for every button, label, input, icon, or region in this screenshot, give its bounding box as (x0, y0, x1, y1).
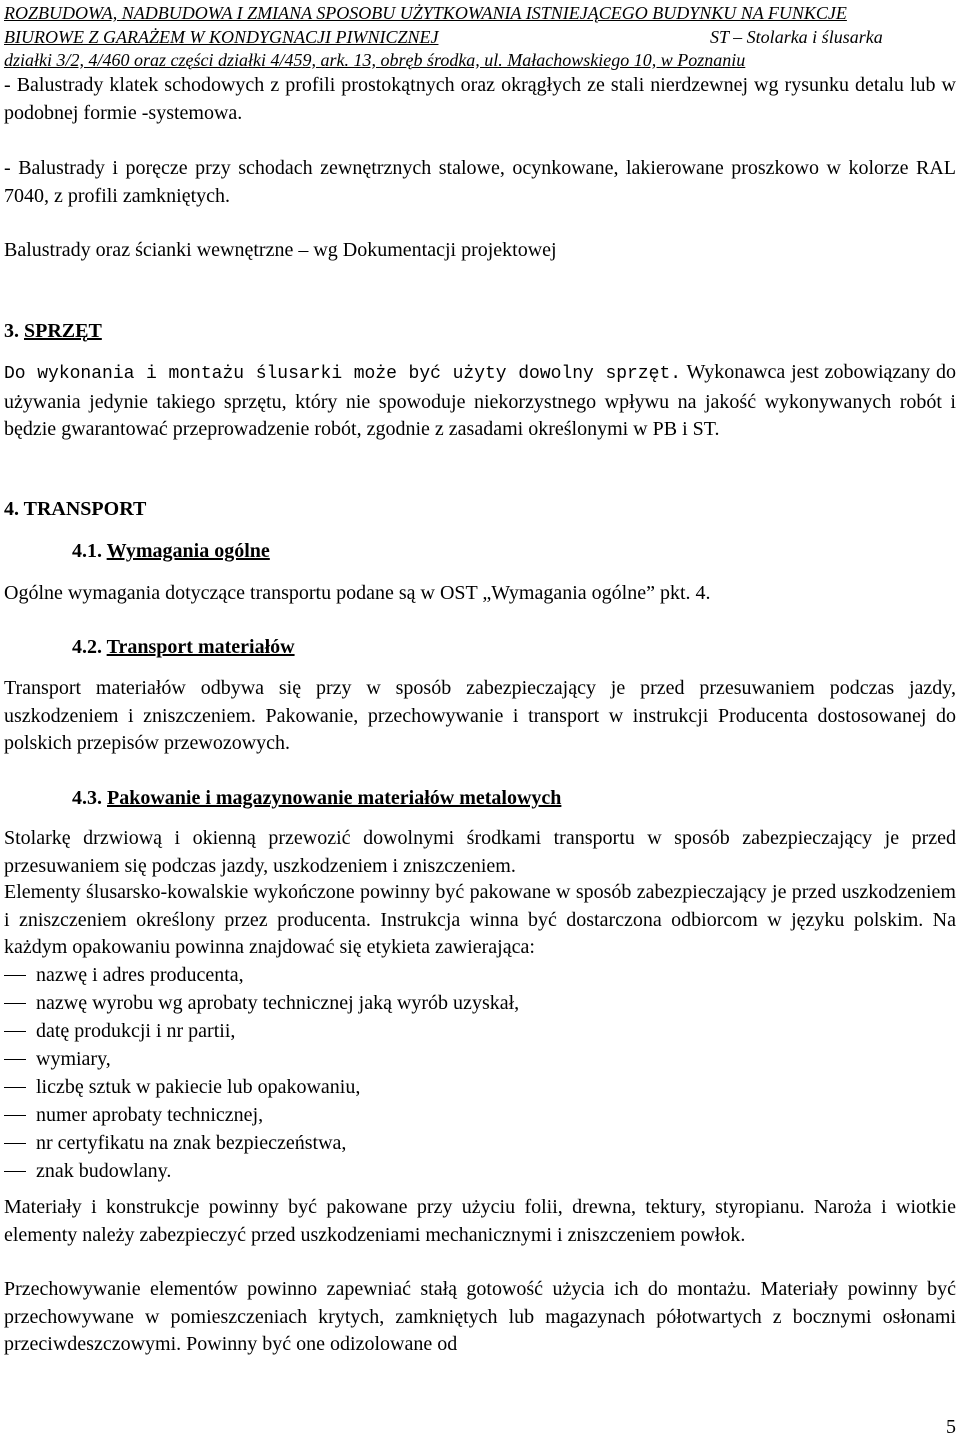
section-4-2-title: Transport materiałów (106, 636, 295, 658)
list-item: liczbę sztuk w pakiecie lub opakowaniu, (4, 1074, 360, 1101)
section-3-title: SPRZĘT (24, 320, 102, 342)
section-4-2-heading (72, 634, 952, 662)
dash-icon (4, 1143, 26, 1145)
section-4-1-title: Wymagania ogólne (106, 540, 270, 562)
header-line-2 (4, 26, 954, 48)
dash-icon (4, 1059, 26, 1061)
dash-icon (4, 1031, 26, 1033)
dash-icon (4, 1171, 26, 1173)
section-4-1-number: 4.1. (72, 540, 102, 562)
section-3-heading (4, 318, 956, 346)
section-4-1-text: Ogólne wymagania dotyczące transportu podane są w OST „Wymagania ogólne” pkt. 4. (4, 582, 711, 604)
section-4-3-text-1: Stolarkę drzwiową i okienną przewozić dowolnymi środkami transportu w sposób zabezpieczający je przed przesuwaniem się podczas jazdy, uszkodzeniem i zniszczeniem. (4, 827, 956, 877)
section-3-text-rest: Wykonawca jest zobowiązany do używania jedynie takiego sprzętu, który nie spowoduje niekorzystnego wpływu na jakość wykonywanych robót i będzie gwarantować przeprowadzenie robót, zgodnie z zasadami określonymi w PB i ST. (4, 361, 956, 440)
paragraph-balustrady-klatek: - Balustrady klatek schodowych z profili prostokątnych oraz okrągłych ze stali nierdzewnej wg rysunku detalu lub w podobnej formie -systemowa. (4, 74, 956, 124)
section-3-text-mono: Do wykonania i montażu ślusarki może być użyty dowolny sprzęt. (4, 364, 682, 384)
section-4-3-text-3: Materiały i konstrukcje powinny być pakowane przy użyciu folii, drewna, tektury, styropianu. Naroża i wiotkie elementy należy zabezpieczyć przed uszkodzeniami mechanicznymi i zniszczeniem powłok. (4, 1196, 956, 1246)
dash-icon (4, 975, 26, 977)
section-4-3-number: 4.3. (72, 787, 102, 809)
list-item: nazwę i adres producenta, (4, 962, 244, 989)
list-item: numer aprobaty technicznej, (4, 1102, 263, 1129)
section-3-number: 3. (4, 320, 19, 342)
list-item: znak budowlany. (4, 1158, 171, 1185)
section-4-2-text: Transport materiałów odbywa się przy w sposób zabezpieczający je przed przesuwaniem podczas jazdy, uszkodzeniem i zniszczeniem. Pakowanie, przechowywanie i transport w instrukcji Producenta dostosowanej do polskich przepisów przewozowych. (4, 677, 956, 754)
paragraph-balustrady-zewnetrzne: - Balustrady i poręcze przy schodach zewnętrznych stalowe, ocynkowane, lakierowane proszkowo w kolorze RAL 7040, z profili zamkniętych. (4, 157, 956, 207)
header-line-3: działki 3/2, 4/460 oraz części działki 4/459, ark. 13, obręb środka, ul. Małachowskiego 10, w Poznaniu (4, 50, 746, 70)
list-item: nr certyfikatu na znak bezpieczeństwa, (4, 1130, 346, 1157)
dash-icon (4, 1115, 26, 1117)
header-line-2-left: BIUROWE Z GARAŻEM W KONDYGNACJI PIWNICZNEJ (4, 27, 439, 47)
section-4-3-text-2: Elementy ślusarsko-kowalskie wykończone powinny być pakowane w sposób zabezpieczający je przed uszkodzeniem i zniszczeniem określony przez producenta. Instrukcja winna być dostarczona odbiorcom w języku polskim. Na każdym opakowaniu powinna znajdować się etykieta zawierająca: (4, 881, 956, 958)
dash-icon (4, 1087, 26, 1089)
section-4-1-heading (72, 538, 952, 566)
dash-icon (4, 1003, 26, 1005)
paragraph-balustrady-wewnetrzne: Balustrady oraz ścianki wewnętrzne – wg Dokumentacji projektowej (4, 239, 557, 261)
section-4-number: 4. (4, 498, 19, 520)
header-line-1: ROZBUDOWA, NADBUDOWA I ZMIANA SPOSOBU UŻYTKOWANIA ISTNIEJĄCEGO BUDYNKU NA FUNKCJE (4, 3, 847, 23)
list-item: nazwę wyrobu wg aprobaty technicznej jaką wyrób uzyskał, (4, 990, 519, 1017)
list-item: wymiary, (4, 1046, 111, 1073)
section-3-text (4, 359, 956, 444)
header-line-2-right: ST – Stolarka i ślusarka (710, 27, 883, 47)
section-4-3-heading (72, 785, 952, 813)
section-4-3-text-4: Przechowywanie elementów powinno zapewniać stałą gotowość użycia ich do montażu. Materiały powinny być przechowywane w pomieszczeniach krytych, zamkniętych lub magazynach półotwartych z bocznymi osłonami przeciwdeszczowymi. Powinny być one odizolowane od (4, 1278, 956, 1355)
page-number: 5 (946, 1416, 956, 1438)
list-item: datę produkcji i nr partii, (4, 1018, 235, 1045)
section-4-title: TRANSPORT (23, 498, 147, 520)
section-4-heading (4, 496, 956, 524)
section-4-2-number: 4.2. (72, 636, 102, 658)
section-4-3-title: Pakowanie i magazynowanie materiałów metalowych (107, 787, 562, 809)
